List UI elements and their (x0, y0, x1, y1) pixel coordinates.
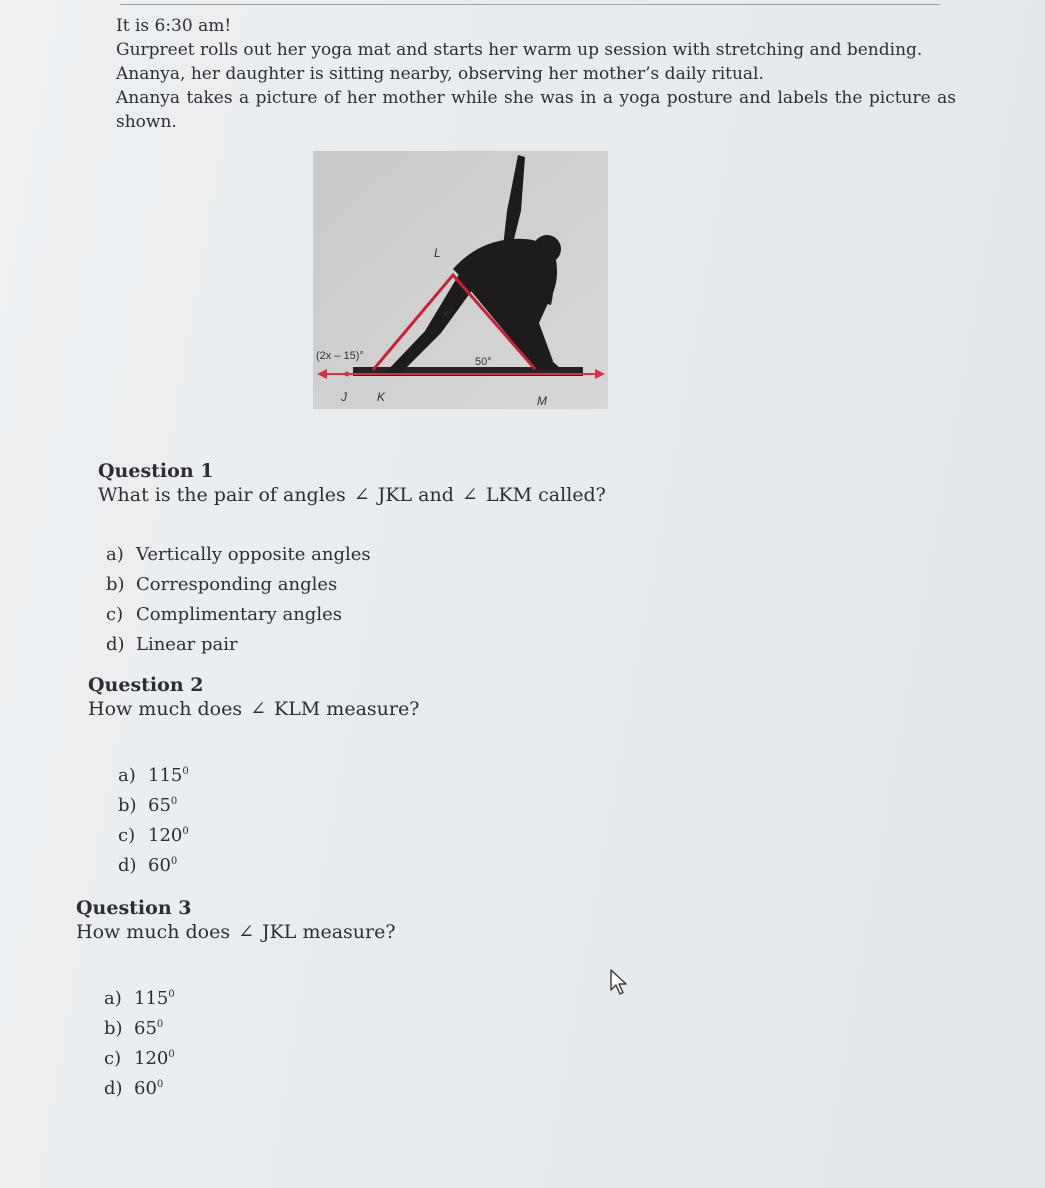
question-2-text-pre: How much does (88, 698, 243, 720)
option-letter: d) (106, 634, 125, 655)
question-1-option-b[interactable] (106, 570, 371, 600)
label-2x-15: (2x – 15)° (316, 350, 364, 362)
question-3-option-c[interactable] (104, 1040, 175, 1070)
option-letter: b) (118, 795, 137, 816)
label-x: x° (443, 309, 452, 320)
question-1-option-c[interactable] (106, 600, 371, 630)
intro-line-2: Gurpreet rolls out her yoga mat and starts her warm up session with stretching and bending. (116, 40, 923, 60)
option-value: 60 (148, 855, 171, 876)
question-1-options (106, 540, 371, 660)
option-value: 120 (134, 1048, 169, 1069)
degree-mark: 0 (156, 1019, 164, 1030)
question-3-option-d[interactable] (104, 1070, 175, 1100)
option-value: 65 (134, 1018, 157, 1039)
label-j: J (341, 390, 347, 404)
degree-mark: 0 (170, 856, 178, 867)
question-3-options (104, 980, 175, 1100)
question-2-options (118, 757, 189, 877)
question-1-angle-2: LKM called? (485, 484, 606, 506)
question-3-title: Question 3 (76, 897, 192, 919)
question-1-option-d[interactable] (106, 630, 371, 660)
degree-mark: 0 (168, 989, 175, 1000)
option-value: 120 (148, 825, 183, 846)
intro-paragraph (116, 14, 956, 134)
question-2 (88, 674, 419, 720)
question-2-option-d[interactable] (118, 847, 189, 877)
angle-symbol-icon: ∠ (250, 698, 266, 720)
intro-time-line: It is 6:30 am! (116, 16, 232, 36)
question-2-text (88, 698, 419, 720)
option-letter: a) (104, 988, 122, 1009)
question-1-angle-1: JKL and (377, 484, 454, 506)
option-text: Corresponding angles (136, 574, 338, 595)
option-letter: b) (106, 574, 125, 595)
question-3-text (76, 921, 396, 943)
label-l: L (434, 246, 441, 260)
option-text: Linear pair (136, 634, 238, 655)
question-3-option-a[interactable] (104, 980, 175, 1010)
option-letter: c) (104, 1048, 122, 1069)
label-50: 50° (475, 356, 492, 368)
degree-mark: 0 (170, 796, 178, 807)
option-letter: d) (118, 855, 137, 876)
degree-mark: 0 (156, 1079, 164, 1090)
angle-symbol-icon: ∠ (353, 484, 370, 506)
option-letter: c) (106, 604, 124, 625)
top-rule (120, 4, 940, 5)
option-text: Vertically opposite angles (136, 544, 371, 565)
question-1-text (98, 484, 606, 506)
label-k: K (377, 390, 386, 404)
intro-line-3: Ananya, her daughter is sitting nearby, observing her mother’s daily ritual. (116, 64, 764, 84)
question-3-text-pre: How much does (76, 921, 231, 943)
mouse-cursor-icon (608, 968, 630, 1000)
question-2-text-post: KLM measure? (274, 698, 420, 720)
option-letter: a) (118, 765, 136, 786)
option-value: 65 (148, 795, 171, 816)
question-3 (76, 897, 396, 943)
question-1-title: Question 1 (98, 460, 214, 482)
question-2-option-c[interactable] (118, 817, 189, 847)
degree-mark: 0 (182, 826, 189, 837)
point-j (345, 372, 350, 377)
angle-symbol-icon: ∠ (238, 921, 254, 943)
option-letter: b) (104, 1018, 123, 1039)
question-3-text-post: JKL measure? (262, 921, 396, 943)
question-1-text-pre: What is the pair of angles (98, 484, 346, 506)
question-3-option-b[interactable] (104, 1010, 175, 1040)
option-letter: a) (106, 544, 124, 565)
question-1-option-a[interactable] (106, 540, 371, 570)
degree-mark: 0 (168, 1049, 175, 1060)
yoga-figure (313, 151, 608, 409)
question-2-option-a[interactable] (118, 757, 189, 787)
option-letter: c) (118, 825, 136, 846)
angle-symbol-icon: ∠ (461, 484, 478, 506)
cursor-svg (608, 968, 630, 996)
degree-mark: 0 (182, 766, 189, 777)
question-2-title: Question 2 (88, 674, 204, 696)
question-1 (98, 460, 606, 506)
option-value: 115 (134, 988, 169, 1009)
question-2-option-b[interactable] (118, 787, 189, 817)
intro-line-4: Ananya takes a picture of her mother while she was in a yoga posture and labels the picture as shown. (116, 88, 956, 132)
yoga-figure-svg (313, 151, 608, 409)
option-value: 115 (148, 765, 183, 786)
option-letter: d) (104, 1078, 123, 1099)
option-text: Complimentary angles (136, 604, 342, 625)
label-m: M (537, 394, 547, 408)
option-value: 60 (134, 1078, 157, 1099)
